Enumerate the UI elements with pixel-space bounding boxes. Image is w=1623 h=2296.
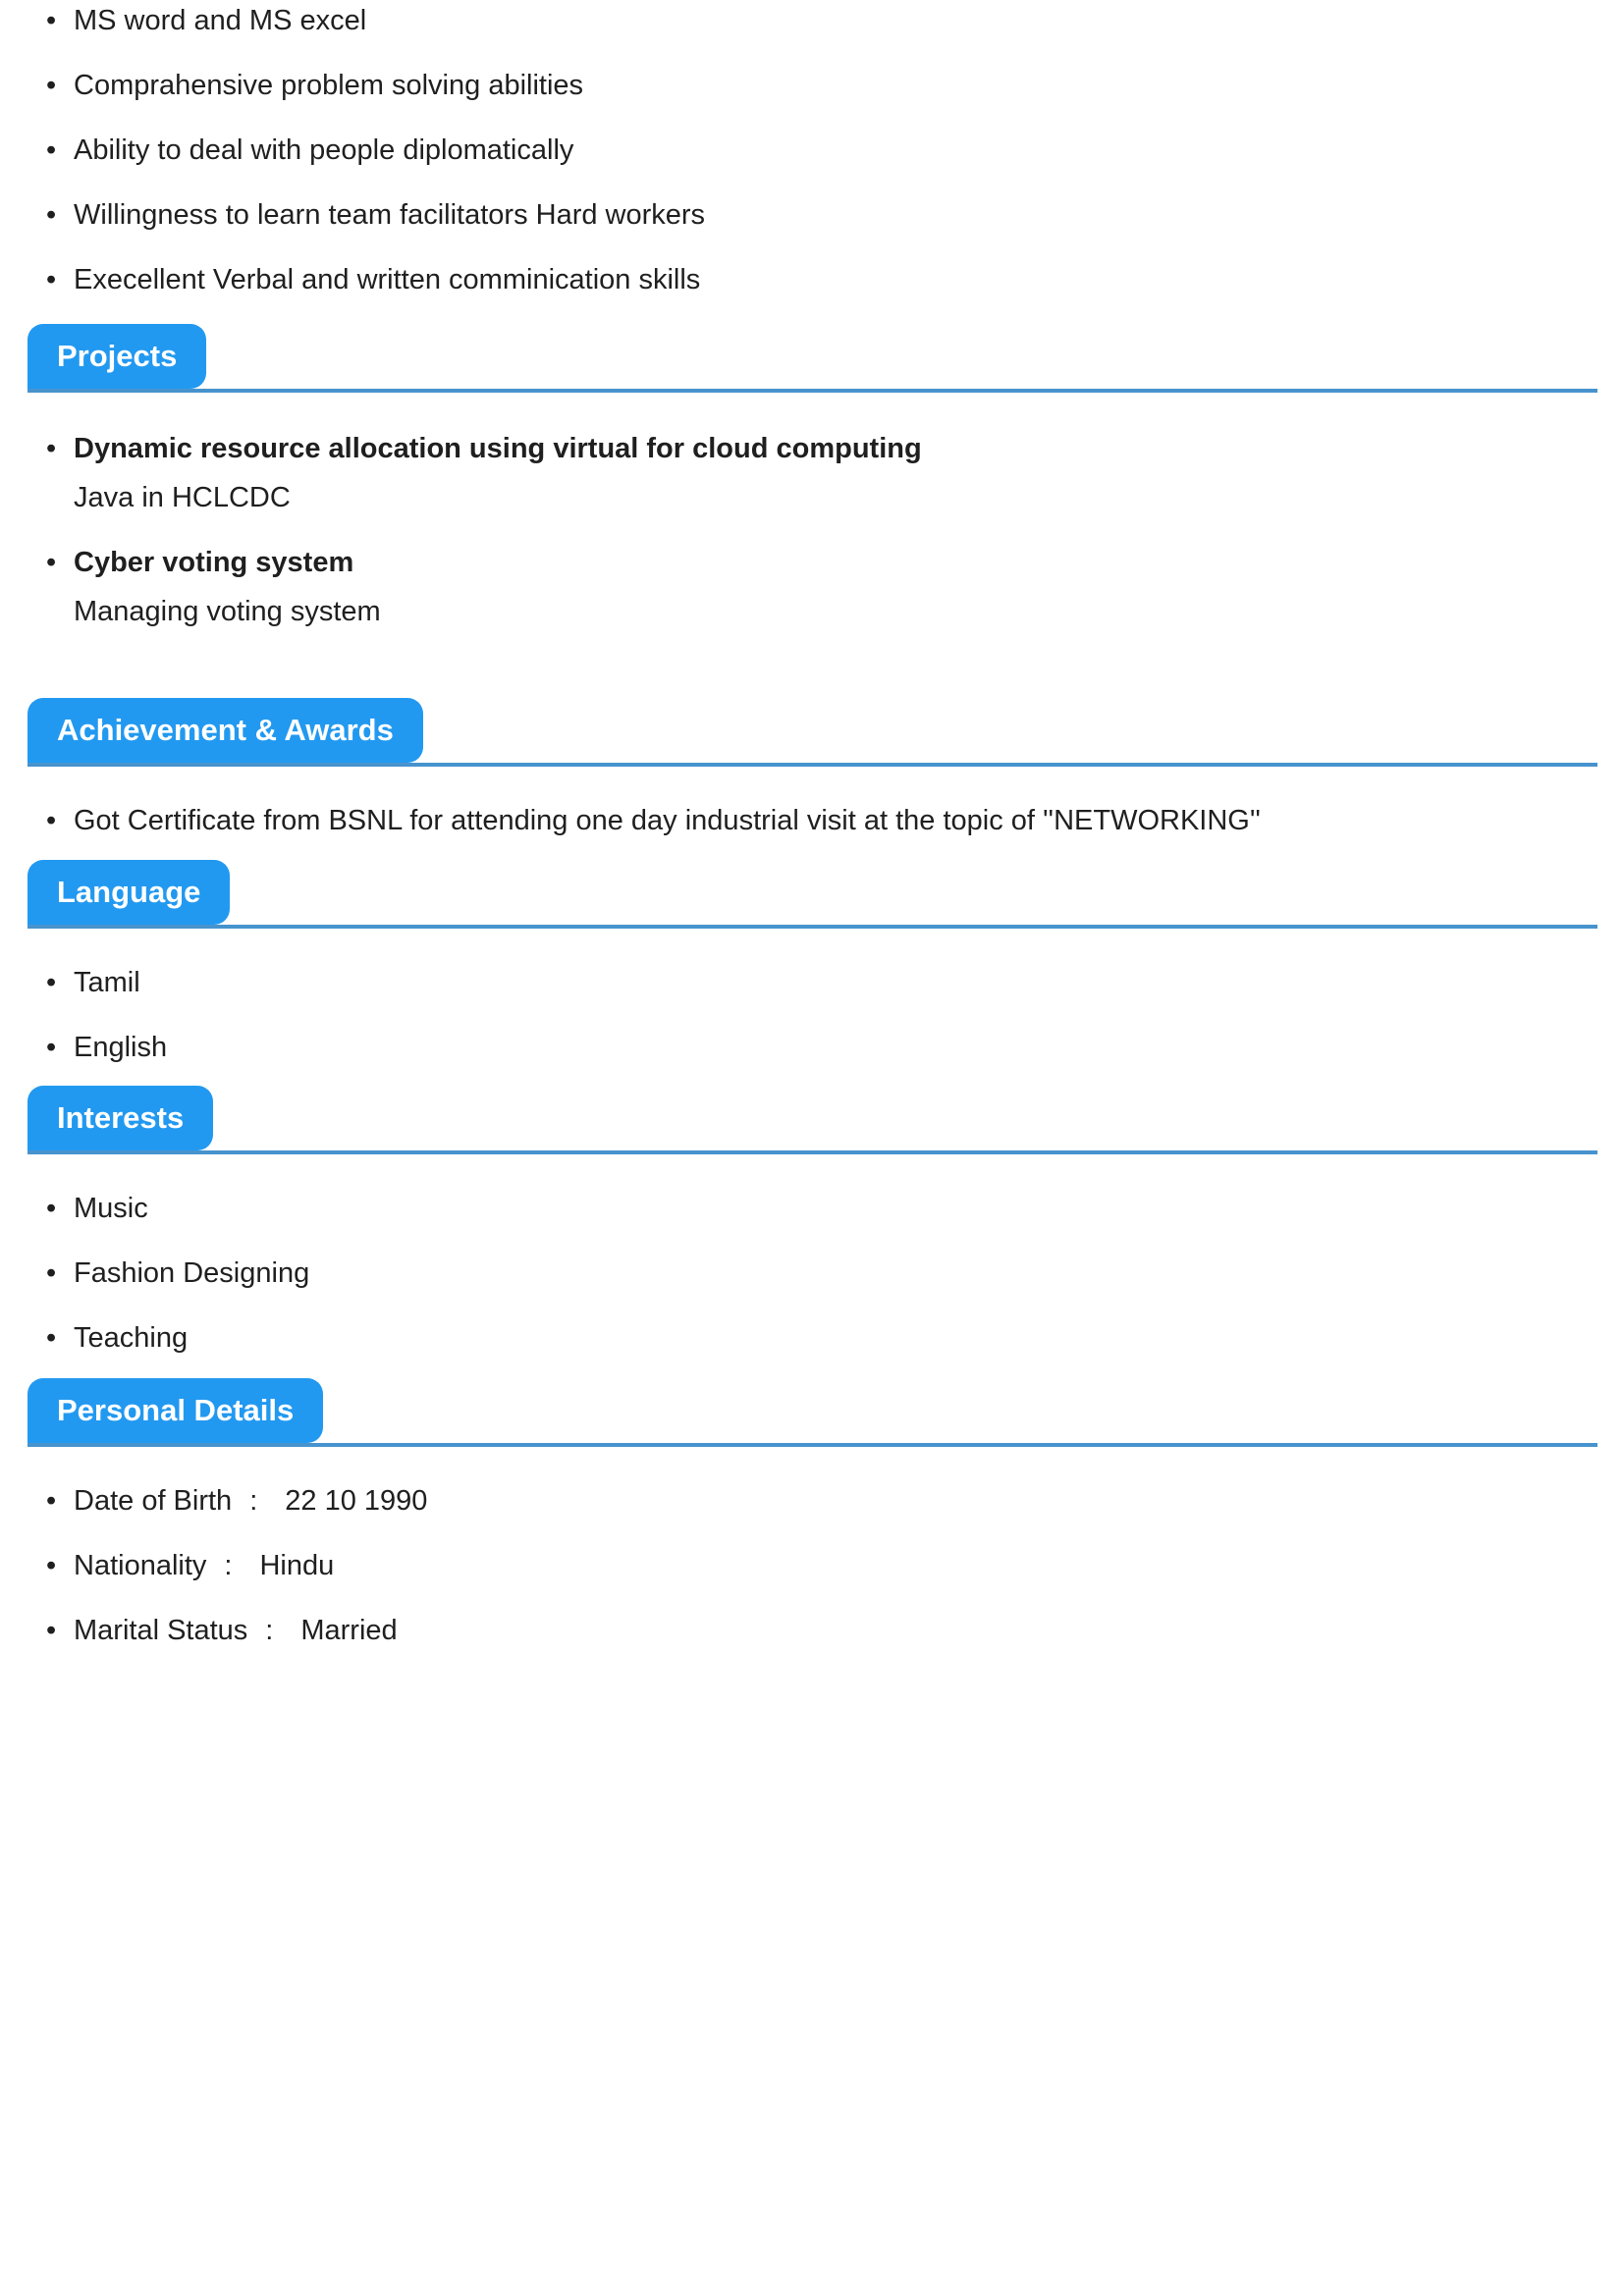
detail-label: Date of Birth [74, 1485, 233, 1517]
project-entry-body [74, 430, 922, 516]
bullet-icon: • [46, 1032, 57, 1063]
project-title: Cyber voting system [74, 547, 354, 578]
list-item [46, 1190, 1623, 1227]
bullet-icon: • [46, 134, 57, 166]
skill-text: Willingness to learn team facilitators Hard workers [74, 199, 706, 231]
list-item [46, 430, 1623, 516]
skill-text: Ability to deal with people diplomatically [74, 134, 574, 166]
skill-text: Comprahensive problem solving abilities [74, 70, 584, 101]
interests-list [0, 1190, 1623, 1357]
list-item [46, 1029, 1623, 1066]
bullet-icon: • [46, 1322, 57, 1354]
detail-colon: : [249, 1485, 258, 1517]
bullet-icon: • [46, 433, 57, 464]
bullet-icon: • [46, 967, 57, 998]
section-header-personal-details [27, 1378, 1597, 1447]
section-badge-personal-details: Personal Details [27, 1378, 323, 1443]
detail-value: Hindu [259, 1550, 335, 1581]
list-item [46, 544, 1623, 630]
bullet-icon: • [46, 70, 57, 101]
bullet-icon: • [46, 1615, 57, 1646]
detail-value: 22 10 1990 [285, 1485, 428, 1517]
achievements-list [0, 802, 1623, 839]
section-header-projects [27, 324, 1597, 393]
section-header-interests [27, 1086, 1597, 1154]
project-detail: Java in HCLCDC [74, 482, 291, 513]
personal-details-list [0, 1482, 1623, 1649]
projects-list [0, 430, 1623, 630]
interest-text: Teaching [74, 1322, 189, 1354]
detail-label: Nationality [74, 1550, 207, 1581]
section-badge-language: Language [27, 860, 230, 925]
list-item [46, 1482, 1623, 1520]
list-item [46, 196, 1623, 234]
personal-detail-row [74, 1612, 398, 1649]
personal-detail-row [74, 1547, 334, 1584]
detail-colon: : [224, 1550, 233, 1581]
language-list [0, 964, 1623, 1066]
detail-label: Marital Status [74, 1615, 248, 1646]
language-text: Tamil [74, 967, 140, 998]
bullet-icon: • [46, 1257, 57, 1289]
list-item [46, 261, 1623, 298]
bullet-icon: • [46, 1550, 57, 1581]
skill-text: Execellent Verbal and written comminication skills [74, 264, 701, 295]
detail-value: Married [300, 1615, 398, 1646]
list-item [46, 1547, 1623, 1584]
section-badge-interests: Interests [27, 1086, 213, 1150]
list-item [46, 132, 1623, 169]
list-item [46, 964, 1623, 1001]
bullet-icon: • [46, 199, 57, 231]
project-entry-body [74, 544, 381, 630]
list-item [46, 2, 1623, 39]
list-item [46, 1319, 1623, 1357]
interest-text: Music [74, 1193, 148, 1224]
personal-detail-row [74, 1482, 427, 1520]
project-title: Dynamic resource allocation using virtual for cloud computing [74, 433, 922, 464]
bullet-icon: • [46, 805, 57, 836]
section-header-language [27, 860, 1597, 929]
bullet-icon: • [46, 264, 57, 295]
interest-text: Fashion Designing [74, 1257, 310, 1289]
bullet-icon: • [46, 1193, 57, 1224]
list-item [46, 1612, 1623, 1649]
section-header-achievements [27, 698, 1597, 767]
list-item [46, 67, 1623, 104]
section-badge-achievements: Achievement & Awards [27, 698, 423, 763]
list-item [46, 802, 1623, 839]
skills-list [0, 2, 1623, 298]
bullet-icon: • [46, 547, 57, 578]
skill-text: MS word and MS excel [74, 5, 367, 36]
bullet-icon: • [46, 1485, 57, 1517]
section-badge-projects: Projects [27, 324, 206, 389]
detail-colon: : [265, 1615, 274, 1646]
project-detail: Managing voting system [74, 596, 381, 627]
achievement-text: Got Certificate from BSNL for attending one day industrial visit at the topic of ''NETWORKING'' [74, 805, 1261, 836]
language-text: English [74, 1032, 168, 1063]
list-item [46, 1255, 1623, 1292]
bullet-icon: • [46, 5, 57, 36]
